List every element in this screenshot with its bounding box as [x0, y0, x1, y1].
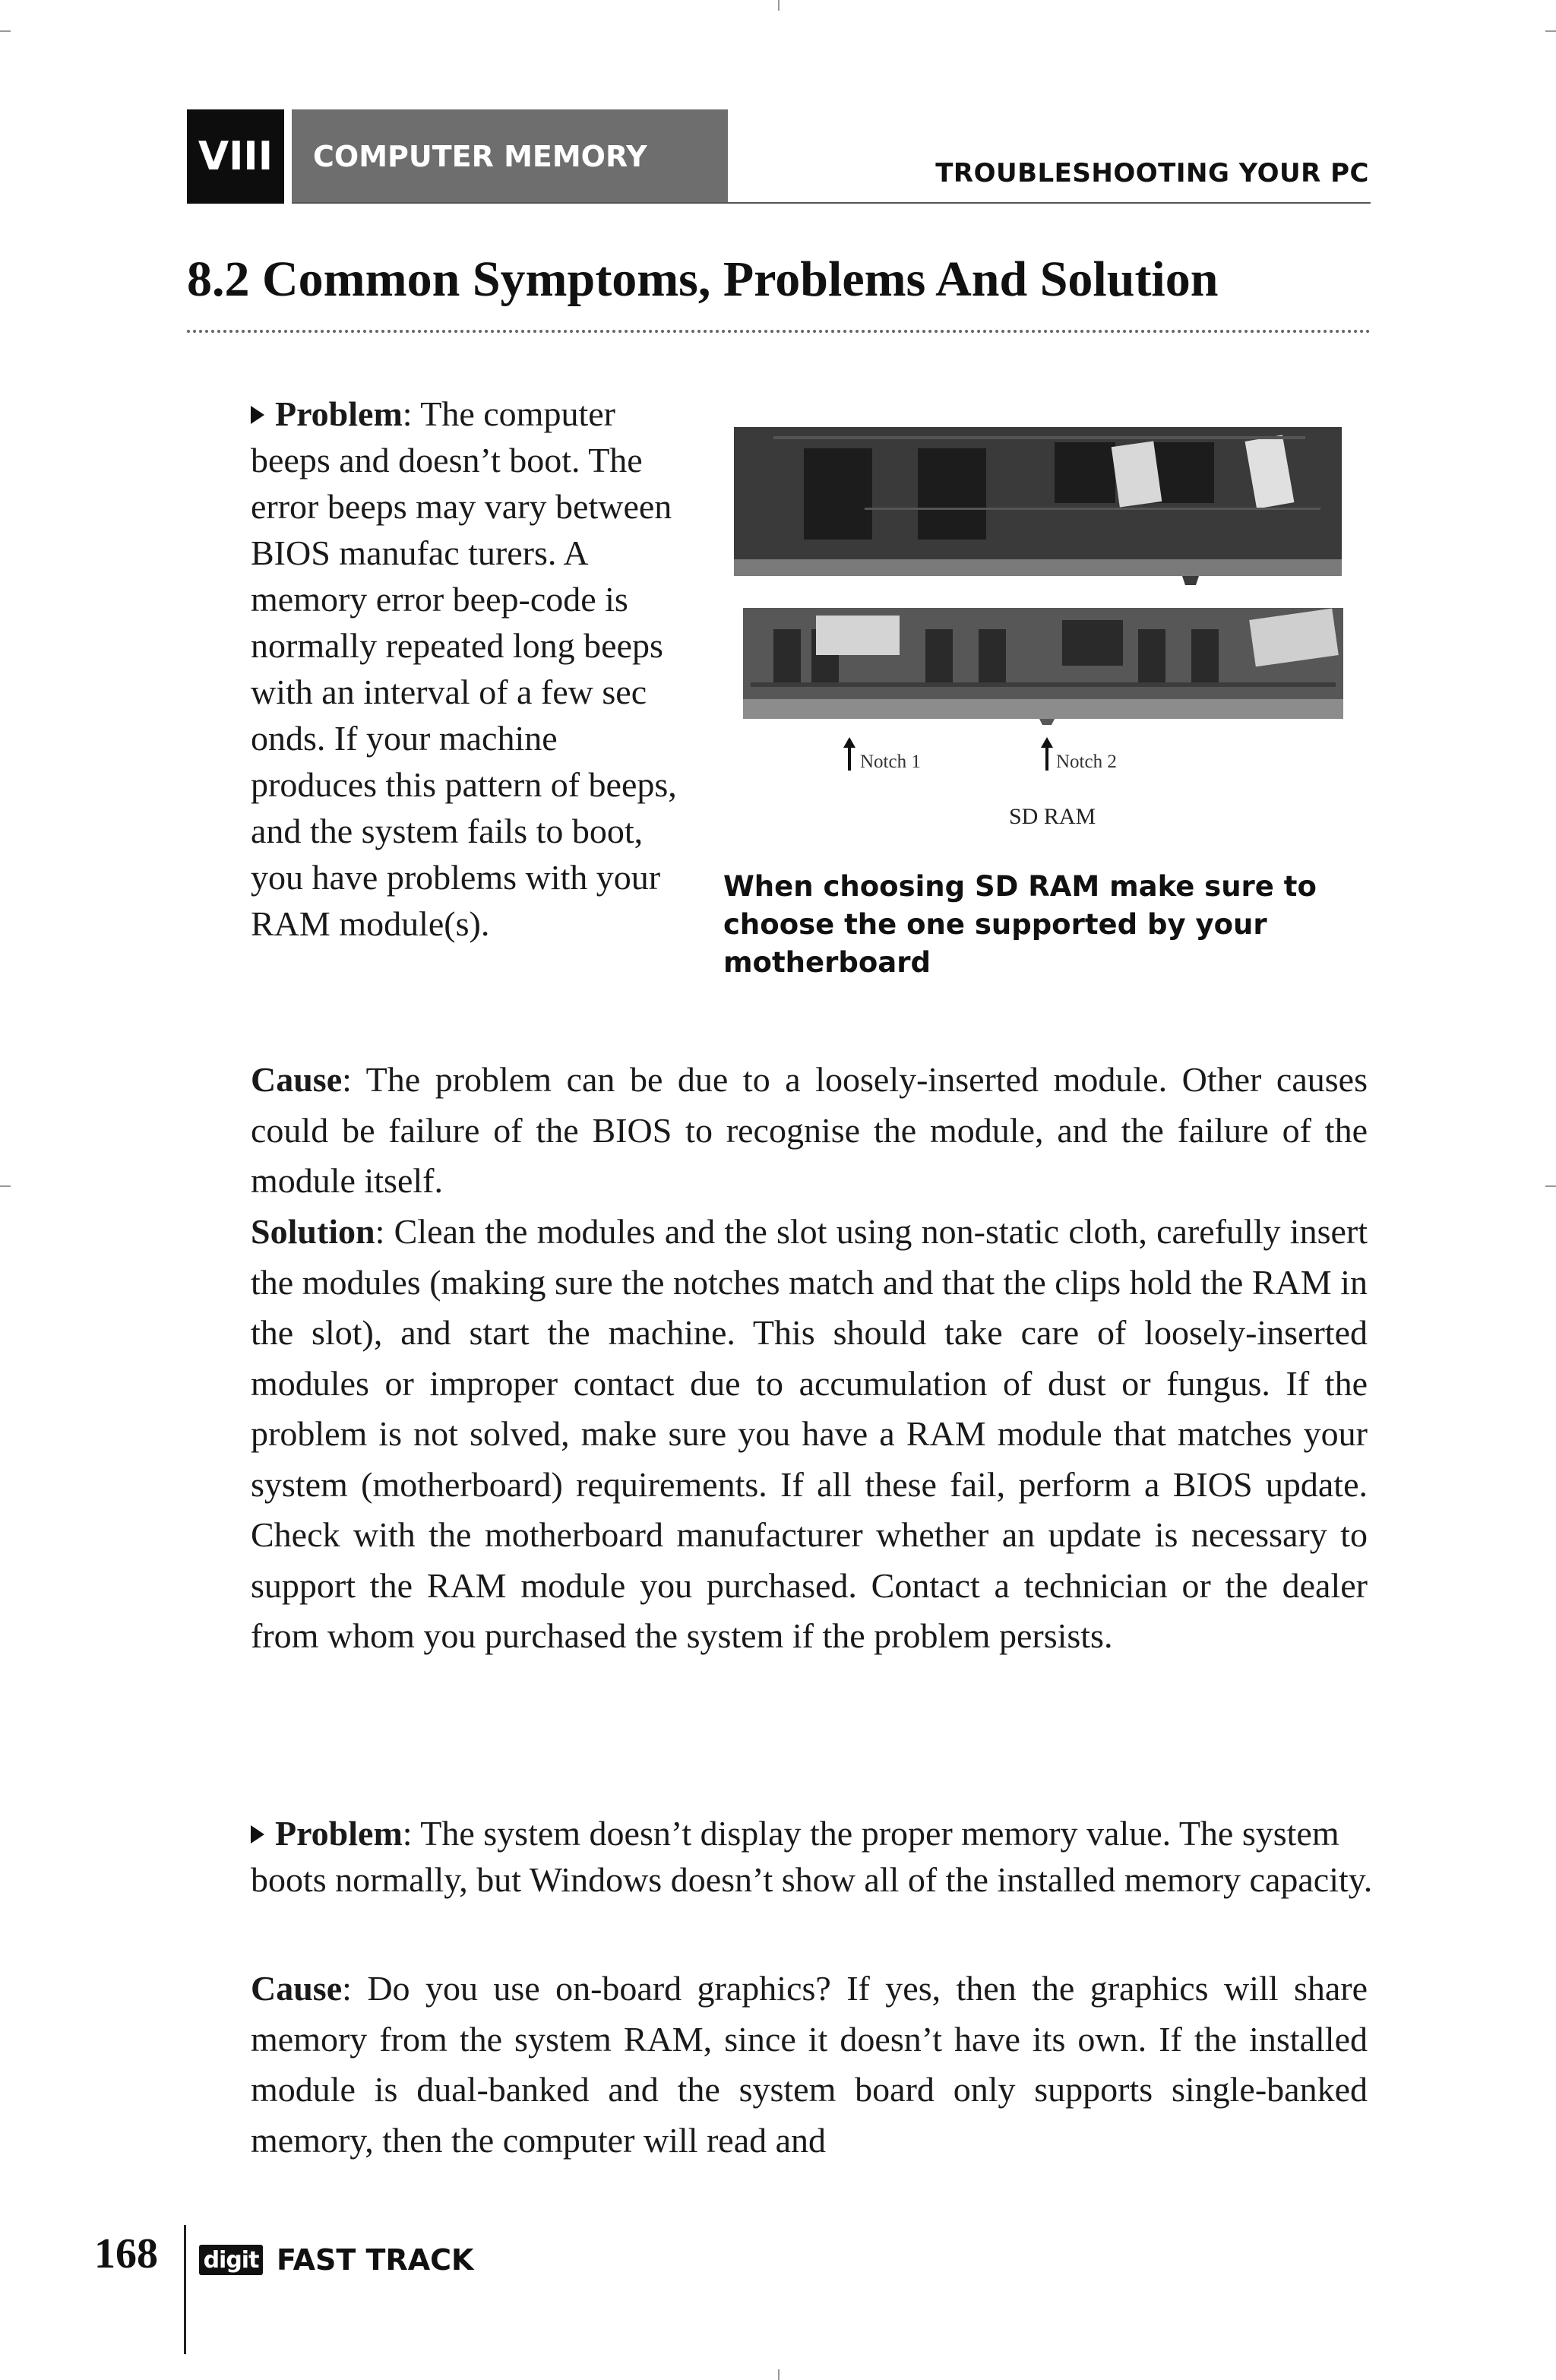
- sdram-label: SD RAM: [1009, 804, 1096, 829]
- running-head: TROUBLESHOOTING YOUR PC: [935, 158, 1369, 188]
- sdram-photo: [728, 416, 1368, 842]
- chapter-title: COMPUTER MEMORY: [292, 109, 728, 204]
- solution-text: : Clean the modules and the slot using non-static cloth, carefully insert the modules (making sure the notches match and that the clips hold the RAM in the slot), and start the machine. This should take care of loosely-inserted modules or improper contact due to accumulation of dust or fungus. If the problem is not solved, make sure you have a RAM module that matches your system (motherboard) requirements. If all these fail, perform a BIOS update. Check with the motherboard manufacturer whether an update is necessary to support the RAM module you purchased. Contact a technician or the dealer from whom you purchased the system if the problem persists.: [251, 1212, 1368, 1655]
- digit-logo: digit: [199, 2245, 263, 2275]
- cause-text: : Do you use on-board graphics? If yes, then the graphics will share memory from the system RAM, since it doesn’t have its own. If the installed module is dual-banked and the system board only supports single-banked memory, then the computer will read and: [251, 1969, 1368, 2160]
- cause-1-paragraph: [251, 1055, 1368, 1207]
- problem-2-paragraph: [251, 1810, 1375, 1903]
- page-number: 168: [94, 2230, 158, 2277]
- header-rule: [292, 202, 1371, 204]
- section-title: 8.2 Common Symptoms, Problems And Solution: [187, 252, 1219, 307]
- cause-label: Cause: [251, 1969, 343, 2008]
- problem-1-paragraph: [251, 391, 691, 947]
- dotted-divider: [187, 330, 1371, 333]
- crop-mark: [0, 30, 11, 32]
- notch-2-label: Notch 2: [1056, 752, 1117, 772]
- footer-rule: [184, 2225, 186, 2354]
- cause-text: : The problem can be due to a loosely-inserted module. Other causes could be failure of the BIOS to recognise the module, and the failure of the module itself.: [251, 1060, 1368, 1200]
- crop-mark: [0, 1185, 11, 1187]
- notch-1-arrow: [843, 737, 855, 771]
- crop-mark: [1545, 30, 1556, 32]
- problem-label: Problem: [275, 394, 403, 433]
- notch-2-arrow: [1041, 737, 1053, 771]
- triangle-bullet-icon: [251, 1825, 264, 1844]
- series-title: FAST TRACK: [277, 2243, 474, 2277]
- cause-label: Cause: [251, 1060, 343, 1099]
- ram-module-bottom: [743, 608, 1343, 725]
- problem-text: : The system doesn’t display the proper memory value. The system boots normally, but Windows doesn’t show all of the installed memory capacity.: [251, 1814, 1373, 1899]
- notch-1-label: Notch 1: [860, 752, 921, 772]
- solution-label: Solution: [251, 1212, 375, 1251]
- crop-mark: [778, 2369, 780, 2380]
- triangle-bullet-icon: [251, 406, 264, 424]
- chapter-number: VIII: [187, 109, 284, 204]
- crop-mark: [1545, 1185, 1556, 1187]
- cause-2-paragraph: [251, 1964, 1368, 2166]
- ram-module-top: [734, 427, 1342, 585]
- figure-caption: When choosing SD RAM make sure to choose the one supported by your motherboard: [723, 870, 1317, 979]
- crop-mark: [778, 0, 780, 11]
- problem-label: Problem: [275, 1814, 403, 1853]
- problem-text: : The computer beeps and doesn’t boot. The error beeps may vary between BIOS manufac turers. A memory error beep-code is normally repeated long beeps with an interval of a few sec onds. If your machine produces this pattern of beeps, and the system fails to boot, you have problems with your RAM module(s).: [251, 394, 677, 943]
- sdram-figure: [728, 416, 1368, 842]
- solution-1-paragraph: [251, 1207, 1368, 1662]
